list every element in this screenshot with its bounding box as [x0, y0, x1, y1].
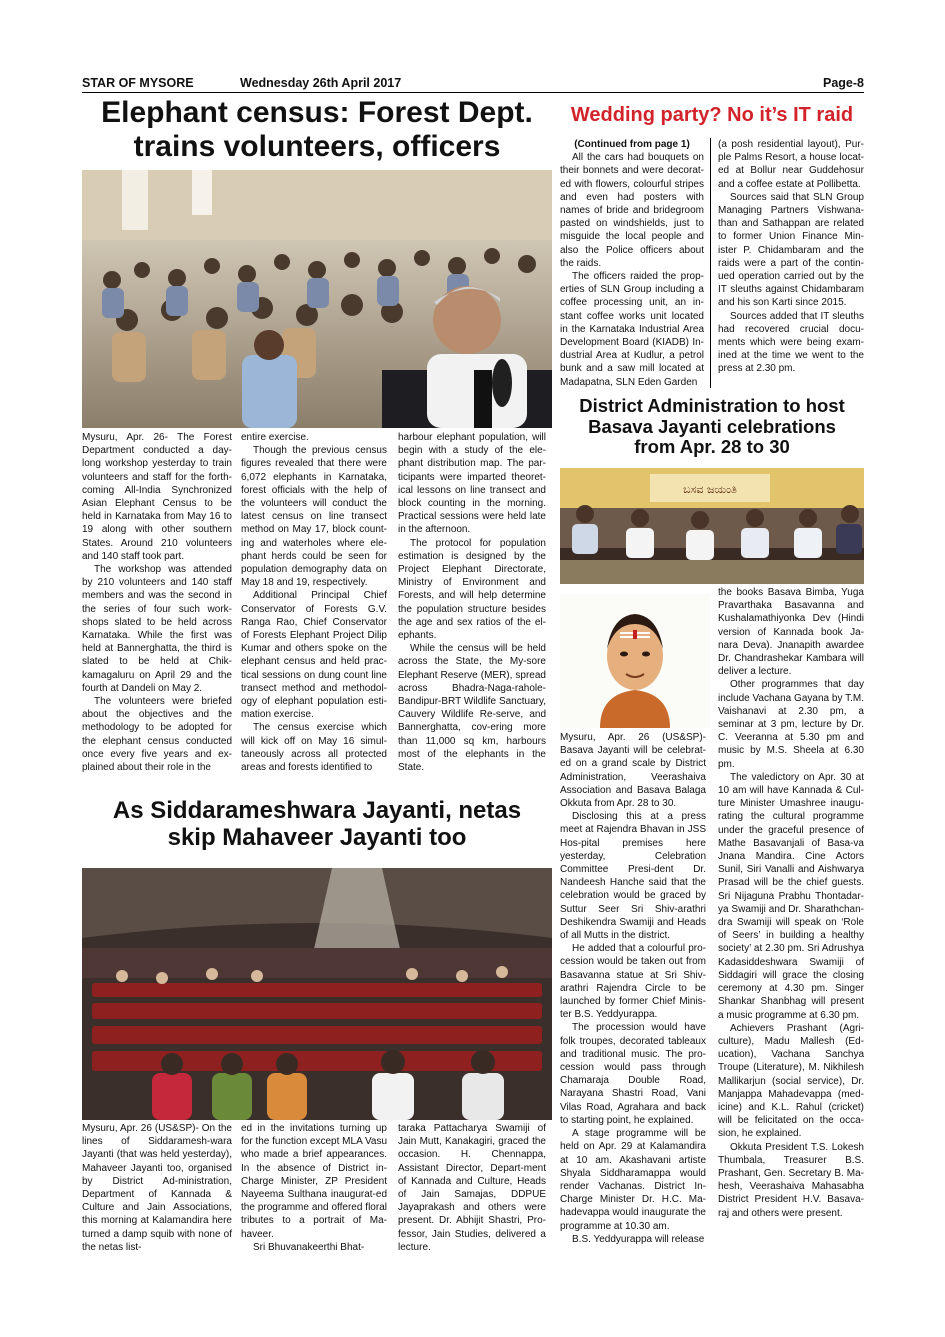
- paragraph: (a posh residential layout), Pur-ple Palms Resort, a house locat-ed at Bollur near Guddehosur and a coffee estate at Pollibetta.: [718, 139, 864, 190]
- story1-headline: [82, 96, 552, 163]
- paragraph: Achievers Prashant (Agri-culture), Madu Mallesh (Ed-ucation), Vachana Sanchya Troupe (Literature), M. Nikhilesh Mallikarjun (social service), Dr. Manjappa Mahadevappa (med-icine) and K.L. Rahul (cricket) will be felicitated on the occa-sion, he explained.: [718, 1022, 864, 1140]
- paragraph: Mysuru, Apr. 26- The Forest Department conducted a day-long workshop yesterday to train volunteers and staff for the forth-coming All-India Synchronized Asian Elephant Census to be held in Karnataka from May 16 to 19 along with other southern States. Around 210 volunteers and 140 staff took part.: [82, 432, 232, 562]
- paragraph: the books Basava Bimba, Yuga Pravarthaka Basavanna and Kushalamathiyonka Dev (Hindi version of Kannada book Ja-nara Deva). Jnanapith awardee Dr. Chandrashekar Kambara will deliver a lecture.: [718, 587, 864, 678]
- paragraph: While the census will be held across the State, the My-sore Elephant Reserve (MER), spread across Bhadra-Naga-rahole-Bandipur-BRT Wildlife Sanctuary, Cauvery Wildlife Re-serve, and Bannerghatta, cov-ering more than 11,000 sq km, harbours most of the elephants in the State.: [398, 643, 546, 774]
- paragraph: harbour elephant population, will begin with a study of the ele-phant distribution map. The par-ticipants were imparted theoret-ical lessons on line transect and block counting in the morning. Practical sessions were held late in the afternoon.: [398, 432, 546, 536]
- paragraph: He added that a colourful pro-cession would be taken out from Basavanna statue at Sri Shiv-arathri Rajendra Circle to be launched by former Chief Minis-ter B.S. Yeddyurappa.: [560, 943, 706, 1021]
- story3-headline-line1: District Administration to host: [579, 395, 845, 416]
- paragraph: Sources added that IT sleuths had recovered crucial docu-ments which were being exam-ined at the time we went to the press at 2.30 pm.: [718, 310, 864, 375]
- paragraph: The volunteers were briefed about the objectives and the methodology to be adopted for the elephant census conducted once every five years and ex-plained about their role in the: [82, 696, 232, 774]
- story1-column-1: [82, 431, 232, 774]
- paragraph: B.S. Yeddyurappa will release: [572, 1233, 705, 1245]
- paragraph: The protocol for population estimation is designed by the Project Elephant Directorate, Ministry of Environment and Forests, and will help determine the population structure besides the age and sex ratios of the el-ephants.: [398, 537, 546, 642]
- issue-date: Wednesday 26th April 2017: [240, 76, 402, 90]
- story2-column-2: [718, 138, 864, 376]
- paragraph: The procession would have folk troupes, decorated tableaux and traditional music. The pro-cession would pass through Chamaraja Double Road, Narayana Shastri Road, Vani Vilas Road, Agrahara and back to starting point, he explained.: [560, 1022, 706, 1126]
- paragraph: The workshop was attended by 210 volunteers and 140 staff members and was the second in the series of four such work-shops slated to be held across Karnataka. While the first was held at Bannerghatta, the third is slated to be held at Chik-kamagaluru on April 29 and the fourth at Dandeli on May 2.: [82, 564, 232, 694]
- paragraph: Sources said that SLN Group Managing Partners Vishwana-than and Sathappan are related to former Union Finance Min-ister P. Chidambaram and the raids were a part of the contin-ued operation carried out by the IT sleuths against Chidambaram and his son Karti since 2015.: [718, 191, 864, 309]
- story3-headline-line3: from Apr. 28 to 30: [634, 436, 790, 458]
- paragraph: taraka Pattacharya Swamiji of Jain Mutt, Kanakagiri, graced the occasion. H. Chennappa, Assistant Director, Depart-ment of Kannada and Culture, Heads of Jain Samajas, DDPUE Jayaprakash and others were present. Dr. Abhijit Shastri, Pro-fessor, Jain Studies, delivered a lecture.: [398, 1123, 546, 1253]
- paragraph: Additional Principal Chief Conservator of Forests G.V. Ranga Rao, Chief Conservator of Forests Elephant Project Dilip Kumar and others spoke on the elephant census and held prac-tical sessions on dung count line transect method and methodol-ogy of elephant population esti-mation exercise.: [241, 590, 387, 721]
- paragraph: Okkuta President T.S. Lokesh Thumbala, Treasurer B.S. Prashant, Gen. Secretary B. Ma-hesh, Veerashaiva Mahasabha District President H.V. Basava-raj and others were present.: [718, 1141, 864, 1219]
- paragraph: Sri Bhuvanakeerthi Bhat-: [253, 1241, 365, 1253]
- masthead: [82, 74, 864, 92]
- story1-column-2: [241, 431, 387, 774]
- masthead-rule: [82, 92, 864, 93]
- story1-column-3: [398, 431, 546, 774]
- paragraph: ed in the invitations turning up for the function except MLA Vasu who made a brief appearances. In the absence of District in-Charge Minister, ZP President Nayeema Sulthana inaugurat-ed the programme and offered floral tributes to a portrait of Ma-haveer.: [241, 1123, 388, 1240]
- story3-headline-line2: Basava Jayanti celebrations: [588, 415, 836, 437]
- paragraph: entire exercise.: [241, 432, 309, 443]
- paragraph: The census exercise which will kick off on May 16 simul-taneously across all protected areas and forests identified to: [241, 722, 387, 774]
- story4-headline-line2: skip Mahaveer Jayanti too: [167, 823, 467, 851]
- paragraph: Other programmes that day include Vachana Gayana by T.M. Vaishanavi at 2.30 pm, a seminar at 3 pm, lecture by Dr. C. Veeranna at 5.30 pm and music by M.S. Sheela at 6.30 pm.: [718, 679, 864, 770]
- story4-column-1: [82, 1122, 232, 1254]
- workshop-audience-photo: [82, 170, 552, 428]
- paragraph: A stage programme will be held on Apr. 29 at Kalamandira at 10 am. Akashavani artiste Shyala Siddharamappa would render Vachanas. District In-Charge Minister Dr. H.C. Ma-hadevappa would inaugurate the programme at 10.30 am.: [560, 1128, 706, 1232]
- story1-headline-line1: Elephant census: Forest Dept.: [101, 96, 533, 129]
- story2-headline: Wedding party? No it’s IT raid: [570, 104, 854, 126]
- paragraph: Though the previous census figures revealed that there were 6,072 elephants in Karnataka, forest officials with the help of the volunteers will conduct the latest census on line transect method on May 17, block count-ing and waterholes where ele-phant herds could be seen for population demography data on May 18 and 19, respectively.: [241, 445, 387, 589]
- story3-column-2: [718, 586, 864, 1220]
- paragraph: Mysuru, Apr. 26 (US&SP)- On the lines of Siddaramesh-wara Jayanti (that was held yesterday), Mahaveer Jayanti too, organised by District Ad-ministration, Department of Kannada & Culture and Jain Associations, this morning at Kalamandira here turned a damp squib with none of the netas list-: [82, 1123, 232, 1253]
- auditorium-photo: [82, 868, 552, 1120]
- story4-headline: [82, 798, 552, 852]
- paragraph: The valedictory on Apr. 30 at 10 am will have Kannada & Cul-ture Minister Umashree inaugu-rating the cultural programme under the graceful presence of Mathe Basavanjali of Basa-va Jnana Mandira. Cine Actors Sunil, Siri Vanalli and Aishwarya Prasad will be the chief guests. Sri Nijaguna Prabhu Thontadar-ya Swamiji and Dr. Sharathchan-dra Swamiji will speak on ‘Role of Seers’ in building a healthy society’ at 2.30 pm. Sri Adrushya Kadasiddeshwara Swamiji of Siddagiri will grace the closing ceremony at 4.30 pm. Singer Shankar Shanbhag will present a music programme at 6.30 pm.: [718, 771, 864, 1021]
- press-meet-photo: [560, 468, 864, 584]
- paragraph: Disclosing this at a press meet at Rajendra Bhavan in JSS Hos-pital premises here yesterday, Celebration Committee Presi-dent Dr. Nandeesh Hanche said that the celebration would be graced by Suttur Seer Sri Shiv-arathri Deshikendra Swamiji and Heads of all Mutts in the district.: [560, 811, 706, 942]
- story3-column-1: [560, 731, 706, 1246]
- continued-kicker: (Continued from page 1): [574, 139, 690, 150]
- story4-headline-line1: As Siddarameshwara Jayanti, netas: [112, 797, 522, 824]
- story3-headline: [560, 396, 864, 458]
- basava-banner-text: ಬಸವ ಜಯಂತಿ: [683, 483, 737, 496]
- story4-column-3: [398, 1122, 546, 1254]
- story4-column-2: [241, 1122, 387, 1254]
- story1-headline-line2: trains volunteers, officers: [133, 129, 501, 163]
- story2-column-rule: [710, 138, 711, 388]
- paragraph: All the cars had bouquets on their bonnets and were decorat-ed with flowers, colourful stripes and even had posters with names of bride and bridegroom pasted on windshields, just to misguide the local people and also the Police officers about the raids.: [560, 152, 704, 269]
- paper-name: STAR OF MYSORE: [82, 76, 194, 90]
- paragraph: Mysuru, Apr. 26 (US&SP)- Basava Jayanti will be celebrat-ed on a grand scale by District Administration, Veerashaiva Association and Basava Balaga Okkuta from Apr. 28 to 30.: [560, 732, 706, 810]
- story2-column-1: [560, 138, 704, 389]
- page-number: Page-8: [823, 76, 864, 90]
- paragraph: The officers raided the prop-erties of SLN Group including a coffee processing unit, an in-stant coffee works unit located in the Karnataka Industrial Area Development Board (KIADB) In-dustrial Area at Kudlur, a petrol bunk and a saw mill located at Madapatna, SLN Eden Garden: [560, 271, 704, 388]
- basavanna-portrait: [560, 594, 710, 728]
